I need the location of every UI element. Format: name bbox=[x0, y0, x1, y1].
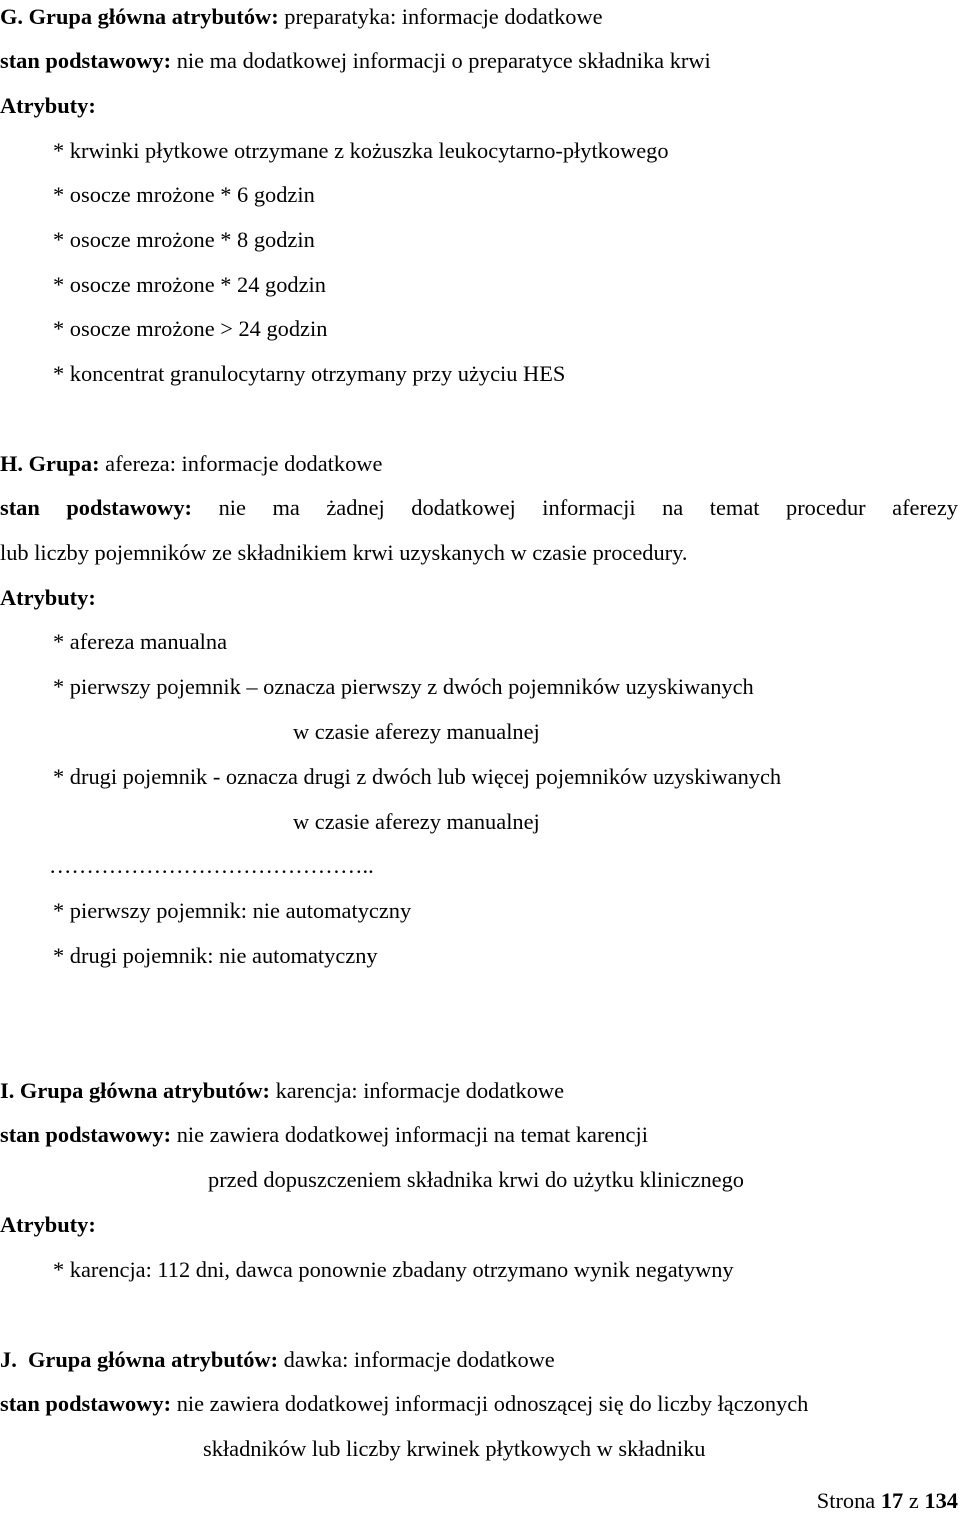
section-i-attributes-label: Atrybuty: bbox=[0, 1212, 96, 1237]
section-i-base-text: nie zawiera dodatkowej informacji na temat karencji bbox=[176, 1122, 648, 1147]
page-number bbox=[817, 1490, 958, 1512]
section-h-base-state bbox=[0, 497, 958, 519]
section-h-attribute-item: * pierwszy pojemnik: nie automatyczny bbox=[53, 898, 412, 923]
section-j-heading-label: Grupa główna atrybutów: bbox=[28, 1347, 279, 1372]
section-h-heading-label: H. Grupa: bbox=[0, 451, 100, 476]
section-j-base-state bbox=[0, 1393, 808, 1415]
section-j-heading-letter: J. bbox=[0, 1347, 17, 1372]
section-j-base-label: stan podstawowy: bbox=[0, 1391, 172, 1416]
section-g-attribute-item: * koncentrat granulocytarny otrzymany przy użyciu HES bbox=[53, 361, 566, 386]
section-g-base-state bbox=[0, 50, 711, 72]
section-g-heading bbox=[0, 6, 603, 28]
section-g-heading-label: G. Grupa główna atrybutów: bbox=[0, 4, 279, 29]
section-i-base-label: stan podstawowy: bbox=[0, 1122, 172, 1147]
section-h-attribute-item: * drugi pojemnik - oznacza drugi z dwóch lub więcej pojemników uzyskiwanych bbox=[53, 764, 782, 789]
section-i-attribute-item: * karencja: 112 dni, dawca ponownie zbadany otrzymano wynik negatywny bbox=[53, 1257, 734, 1282]
section-h-attribute-item: * afereza manualna bbox=[53, 629, 228, 654]
section-g-attribute-item: * krwinki płytkowe otrzymane z kożuszka leukocytarno-płytkowego bbox=[53, 138, 669, 163]
page-number-current: 17 bbox=[880, 1488, 904, 1513]
section-g-attribute-item: * osocze mrożone > 24 godzin bbox=[53, 316, 328, 341]
section-h-base-text: nie ma żadnej dodatkowej informacji na temat procedur aferezy bbox=[218, 495, 958, 520]
section-h-base-state-cont: lub liczby pojemników ze składnikiem krwi uzyskanych w czasie procedury. bbox=[0, 540, 688, 565]
section-h-ellipsis: …………………………………….. bbox=[49, 853, 374, 878]
section-h-attribute-item-cont: w czasie aferezy manualnej bbox=[293, 719, 540, 744]
section-g-attribute-item: * osocze mrożone * 24 godzin bbox=[53, 272, 326, 297]
section-i-base-state bbox=[0, 1124, 648, 1146]
section-g-attributes-label: Atrybuty: bbox=[0, 93, 96, 118]
section-i-heading-label: I. Grupa główna atrybutów: bbox=[0, 1078, 270, 1103]
section-h-heading bbox=[0, 453, 382, 475]
section-g-base-text: nie ma dodatkowej informacji o preparatyce składnika krwi bbox=[176, 48, 711, 73]
section-h-attribute-item: * pierwszy pojemnik – oznacza pierwszy z dwóch pojemników uzyskiwanych bbox=[53, 674, 754, 699]
section-h-base-label: stan podstawowy: bbox=[0, 495, 193, 520]
section-h-attribute-item-cont: w czasie aferezy manualnej bbox=[293, 809, 540, 834]
section-h-heading-text: afereza: informacje dodatkowe bbox=[105, 451, 383, 476]
page-number-word: Strona bbox=[816, 1488, 876, 1513]
section-i-base-state-cont: przed dopuszczeniem składnika krwi do użytku klinicznego bbox=[208, 1167, 744, 1192]
section-j-base-state-cont: składników lub liczby krwinek płytkowych w składniku bbox=[203, 1436, 706, 1461]
section-g-attribute-item: * osocze mrożone * 6 godzin bbox=[53, 182, 315, 207]
section-i-heading-text: karencja: informacje dodatkowe bbox=[275, 1078, 565, 1103]
section-g-attribute-item: * osocze mrożone * 8 godzin bbox=[53, 227, 315, 252]
page-number-total: 134 bbox=[924, 1488, 958, 1513]
section-j-base-text: nie zawiera dodatkowej informacji odnoszącej się do liczby łączonych bbox=[176, 1391, 809, 1416]
section-h-attribute-item: * drugi pojemnik: nie automatyczny bbox=[53, 943, 378, 968]
section-j-heading bbox=[0, 1349, 555, 1371]
section-j-heading-text: dawka: informacje dodatkowe bbox=[283, 1347, 555, 1372]
section-h-attributes-label: Atrybuty: bbox=[0, 585, 96, 610]
section-g-base-label: stan podstawowy: bbox=[0, 48, 172, 73]
page-number-of: z bbox=[908, 1488, 919, 1513]
section-i-heading bbox=[0, 1080, 564, 1102]
section-g-heading-text: preparatyka: informacje dodatkowe bbox=[284, 4, 603, 29]
